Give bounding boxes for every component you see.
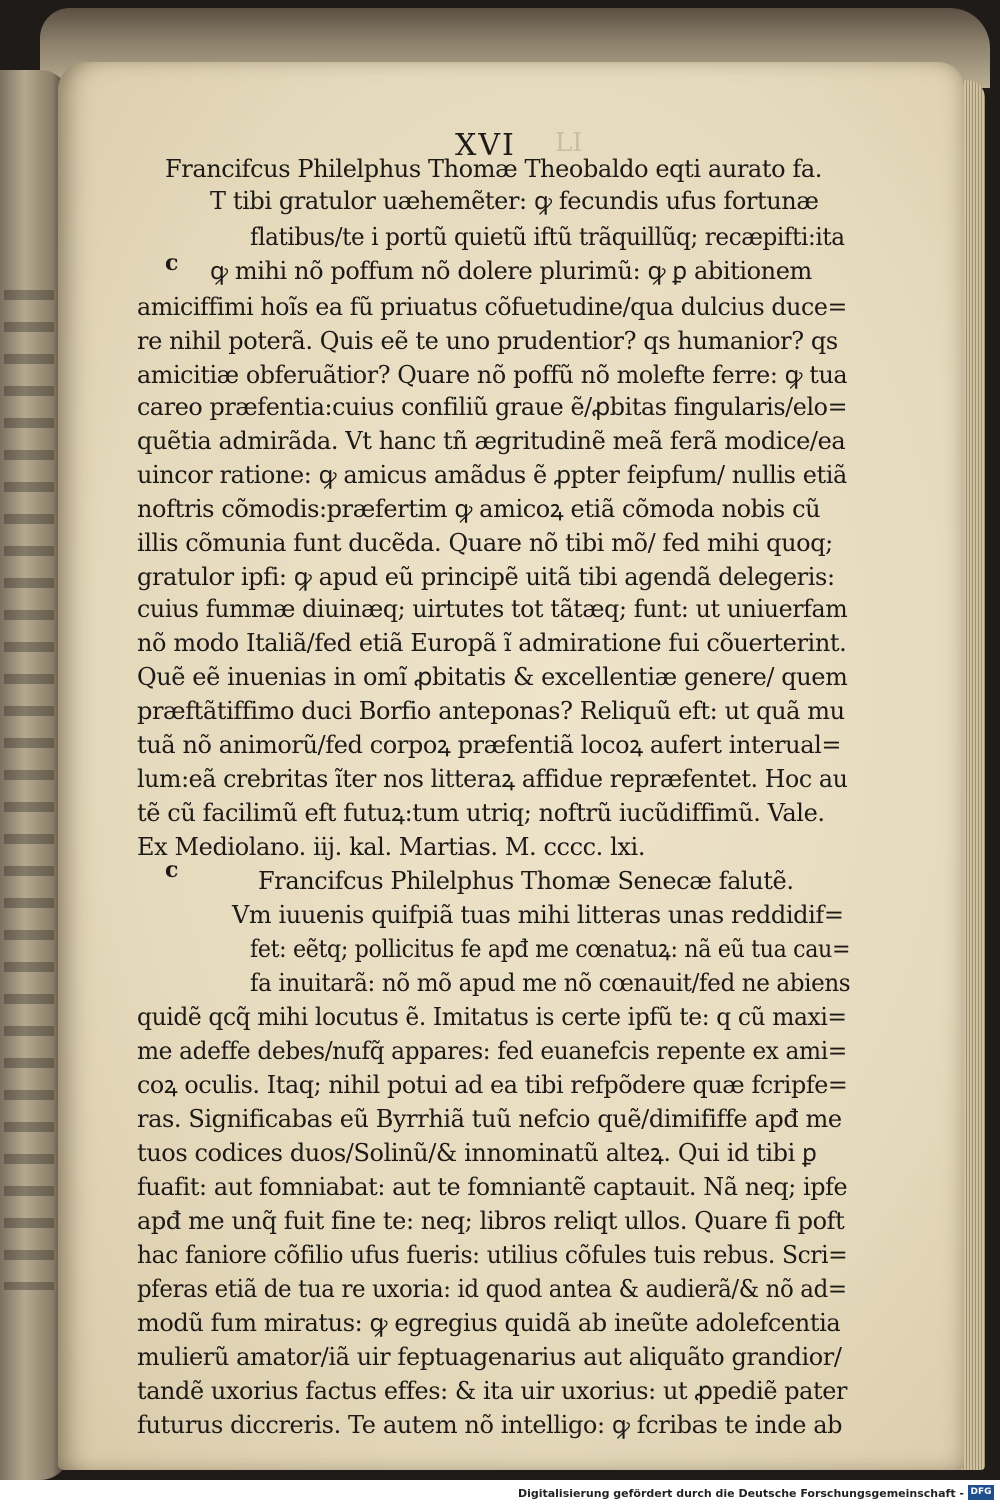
text-line: hac faniore cõfilio ufus fueris: utilius cõfules tuis rebus. Scri=: [137, 1241, 848, 1269]
text-line: lum:eã crebritas ĩter nos litteraꝝ affidue repræfentet. Hoc au: [137, 765, 848, 793]
text-line: Vm iuuenis quifpiã tuas mihi litteras unas reddidif=: [232, 901, 844, 929]
text-line: ꝙ mihi nõ poffum nõ dolere plurimũ: ꝙ ꝑ abitionem: [210, 257, 812, 285]
guide-letter: c: [165, 250, 179, 276]
text-line: amicitiæ obferuãtior? Quare nõ poffũ nõ molefte ferre: ꝙ tua: [137, 361, 848, 389]
text-line: pferas etiã de tua re uxoria: id quod antea & audierã/& nõ ad=: [137, 1275, 847, 1303]
text-line: quẽtia admirãda. Vt hanc tñ ægritudinẽ meã ferã modice/ea: [137, 427, 846, 455]
text-line: coꝝ oculis. Itaq; nihil potui ad ea tibi refpõdere quæ fcripfe=: [137, 1071, 848, 1099]
text-line: tandẽ uxorius factus effes: & ita uir uxorius: ut ꝓpediẽ pater: [137, 1377, 847, 1405]
text-line: tuã nõ animorũ/fed corpoꝝ præfentiã locoꝝ aufert interual=: [137, 731, 842, 759]
text-line: tuos codices duos/Solinũ/& innominatũ alteꝝ. Qui id tibi ꝑ: [137, 1139, 817, 1167]
text-line: præftãtiffimo duci Borfio anteponas? Reliquũ eft: ut quã mu: [137, 697, 845, 725]
text-line: me adeffe debes/nufq̃ appares: fed euanefcis repente ex ami=: [137, 1037, 847, 1065]
text-line: tẽ cũ facilimũ eft futuꝝ:tum utriq; noftrũ iucũdiffimũ. Vale.: [137, 799, 825, 827]
text-line: Quẽ eẽ inuenias in omĩ ꝓbitatis & excellentiæ genere/ quem: [137, 663, 848, 691]
text-line: Francifcus Philelphus Thomæ Theobaldo eqti aurato fa.: [165, 155, 822, 183]
folio-number: XVI: [455, 128, 516, 163]
text-line: fa inuitarã: nõ mõ apud me nõ cœnauit/fed ne abiens: [250, 969, 851, 997]
text-line: T tibi gratulor uæhemẽter: ꝙ fecundis ufus fortunæ: [210, 187, 819, 215]
text-line: fet: eẽtq; pollicitus fe apđ me cœnatuꝝ: nã eũ tua cau=: [250, 935, 851, 963]
text-line: cuius fummæ diuinæq; uirtutes tot tãtæq; funt: ut uniuerfam: [137, 595, 848, 623]
funding-credit: Digitalisierung gefördert durch die Deutsche Forschungsgemeinschaft -: [517, 1487, 964, 1500]
text-line: futurus diccreris. Te autem nõ intelligo: ꝙ fcribas te inde ab: [137, 1411, 843, 1439]
text-line: careo præfentia:cuius confiliũ graue ẽ/ꝓbitas fingularis/elo=: [137, 393, 848, 421]
text-line: mulierũ amator/iã uir feptuagenarius aut aliquãto grandior/: [137, 1343, 842, 1371]
guide-letter: c: [165, 857, 179, 883]
text-line: noftris cõmodis:præfertim ꝙ amicoꝝ etiã cõmoda nobis cũ: [137, 495, 821, 523]
dfg-logo-icon: DFG: [968, 1485, 994, 1500]
text-line: amiciffimi hoĩs ea fũ priuatus cõfuetudine/qua dulcius duce=: [137, 293, 847, 321]
text-line: gratulor ipfi: ꝙ apud eũ principẽ uitã tibi agendã delegeris:: [137, 563, 835, 591]
text-line: nõ modo Italiã/fed etiã Europã ĩ admiratione fui cõuerterint.: [137, 629, 847, 657]
folio-showthrough: LI: [555, 128, 583, 158]
text-line: fuafit: aut fomniabat: aut te fomniantẽ captauit. Nã neq; ipfe: [137, 1173, 848, 1201]
text-line: re nihil poterã. Quis eẽ te uno prudentior? qs humanior? qs: [137, 327, 838, 355]
text-line: uincor ratione: ꝙ amicus amãdus ẽ ꝓpter feipfum/ nullis etiã: [137, 461, 847, 489]
text-line: Ex Mediolano. iij. kal. Martias. M. cccc. lxi.: [137, 833, 646, 861]
text-line: flatibus/te i portũ quietũ iftũ trãquillũq; recæpifti:ita: [250, 223, 845, 251]
text-line: apđ me unq̃ fuit fine te: neq; libros reliqt ullos. Quare fi poft: [137, 1207, 845, 1235]
text-line: illis cõmunia funt ducẽda. Quare nõ tibi mõ/ fed mihi quoq;: [137, 529, 833, 557]
text-line: Francifcus Philelphus Thomæ Senecæ falutẽ.: [258, 867, 794, 895]
text-line: quidẽ qcq̃ mihi locutus ẽ. Imitatus is certe ipfũ te: q cũ maxi=: [137, 1003, 847, 1031]
text-line: modũ fum miratus: ꝙ egregius quidã ab ineũte adolefcentia: [137, 1309, 841, 1337]
text-line: ras. Significabas eũ Byrrhiã tuũ nefcio quẽ/dimififfe apđ me: [137, 1105, 842, 1133]
